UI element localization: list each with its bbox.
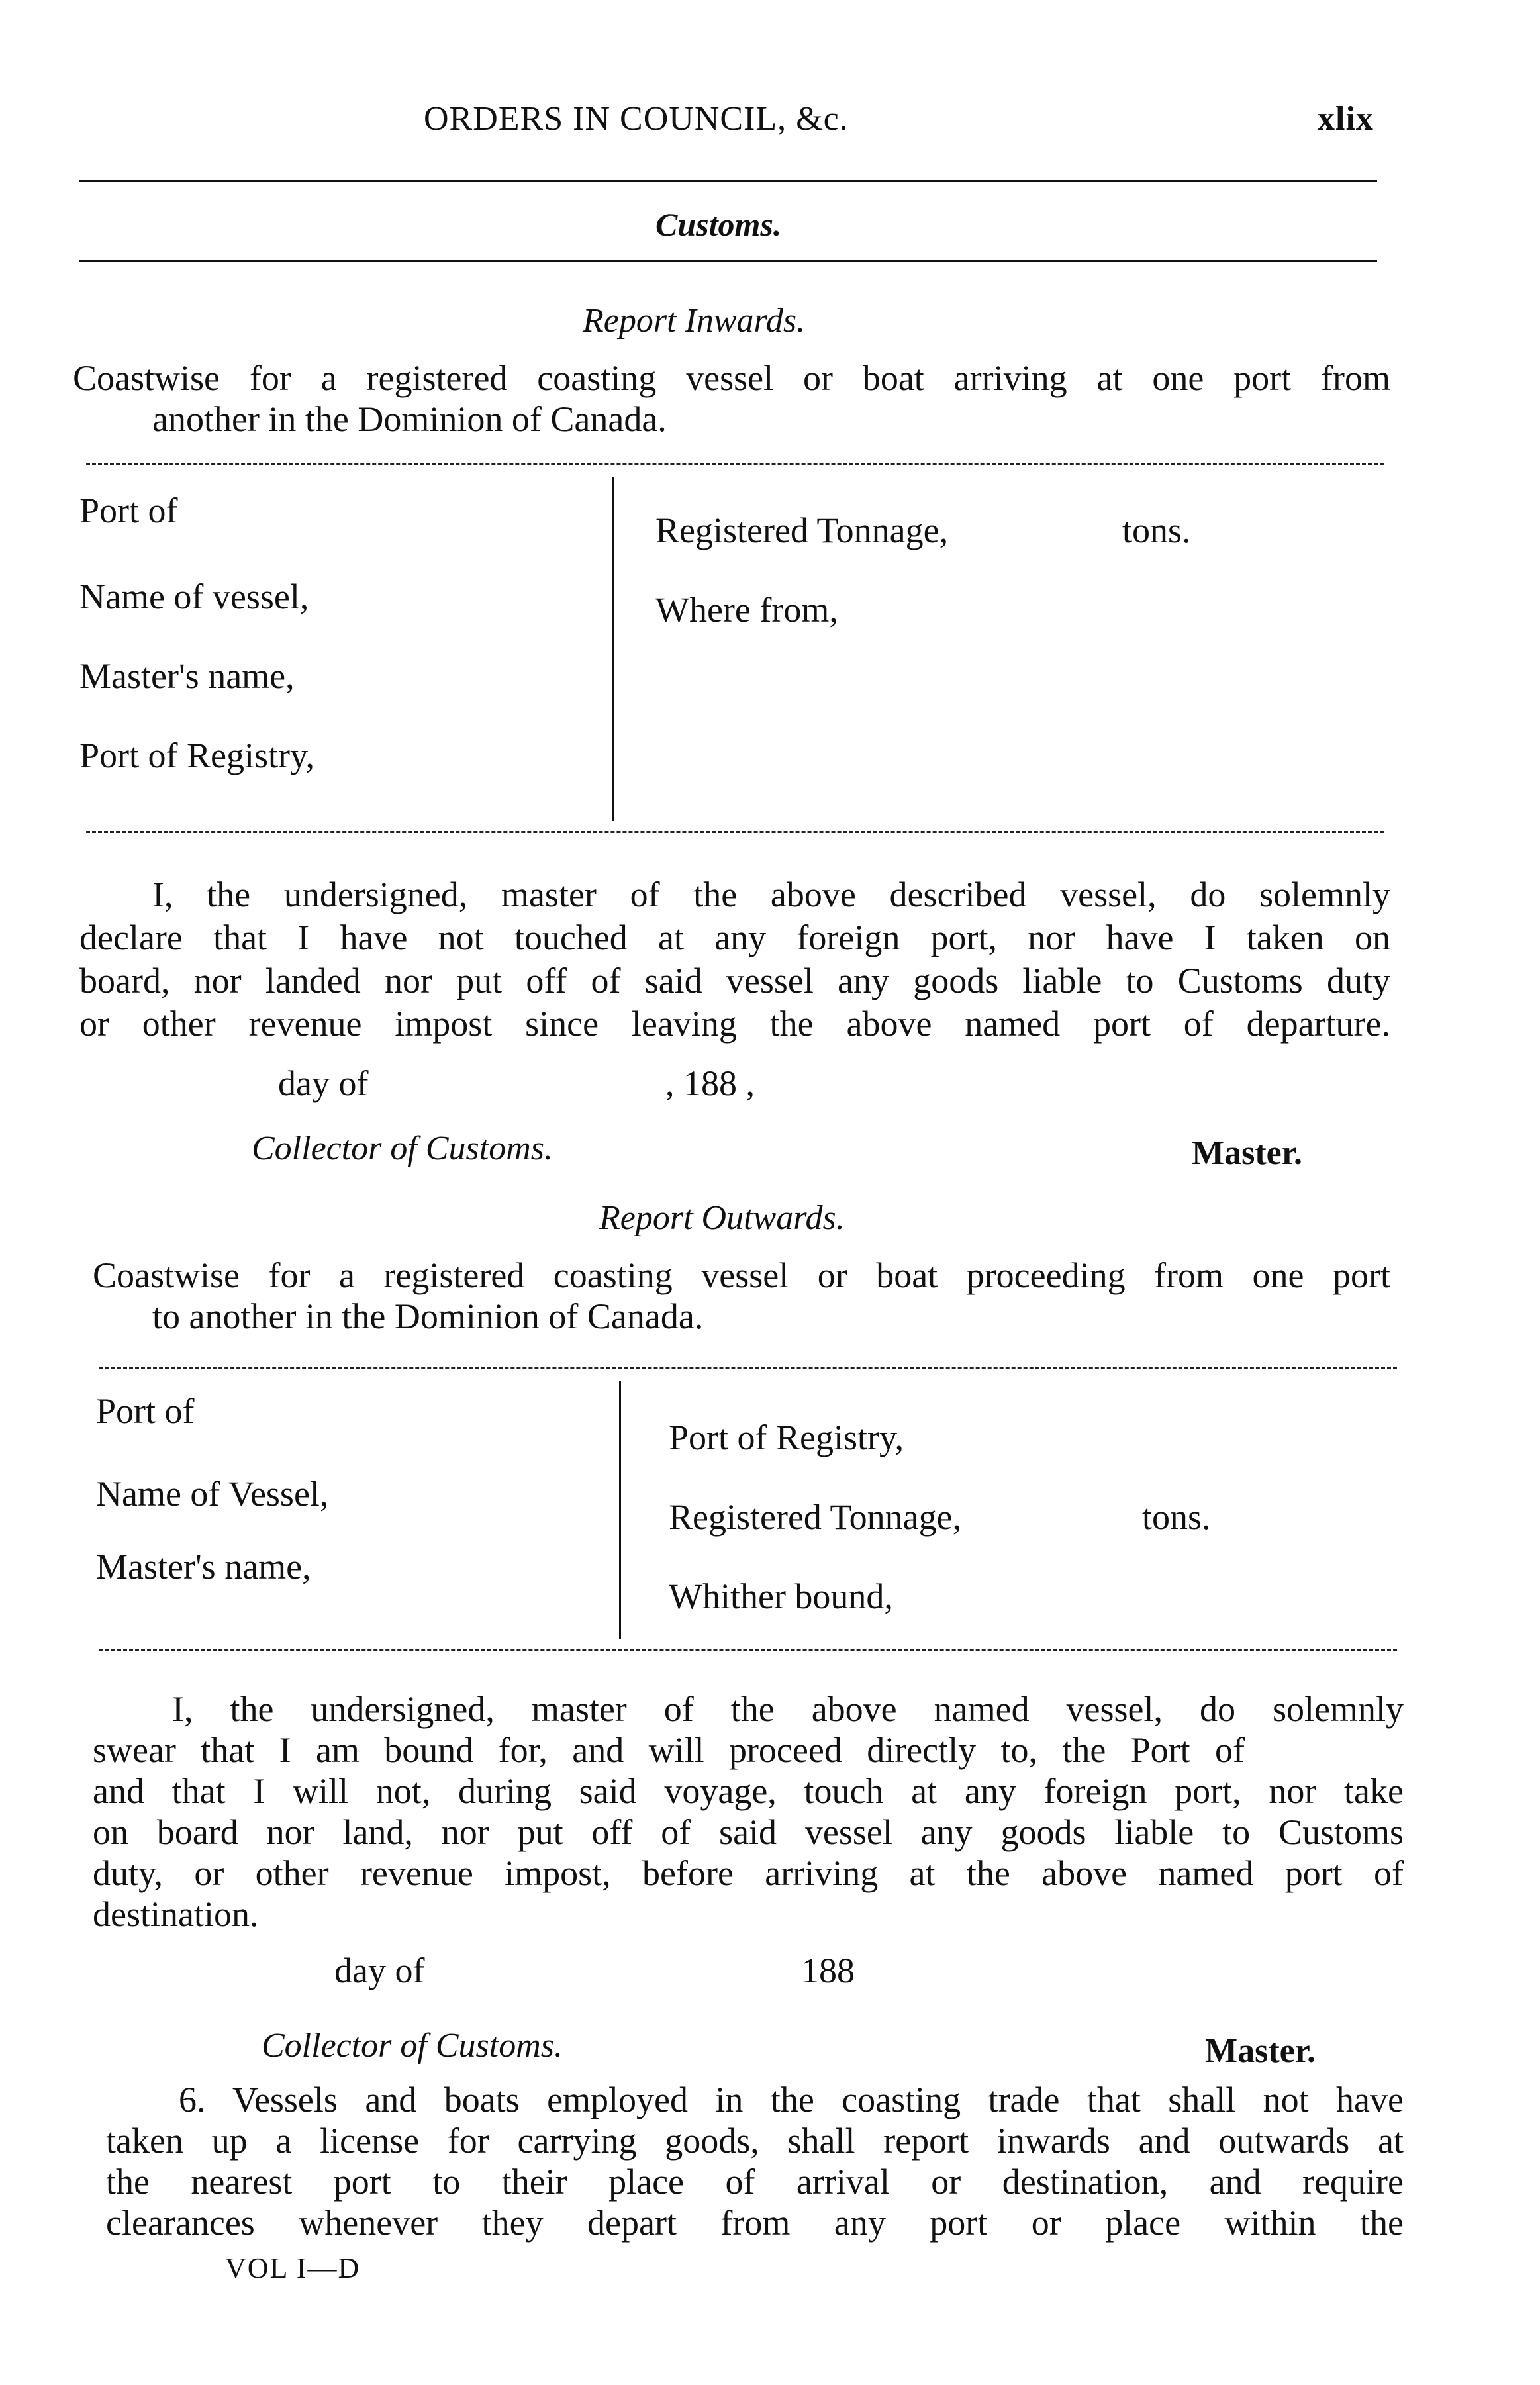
section-title: Customs. (655, 206, 782, 243)
outwards-field-registered-tonnage: Registered Tonnage, (669, 1497, 962, 1537)
outwards-master-signature: Master. (1205, 2032, 1316, 2070)
inwards-declaration-line4: or other revenue impost since leaving the above named port of departure. (79, 1004, 1390, 1044)
inwards-declaration-line1: I, the undersigned, master of the above described vessel, do solemnly (152, 875, 1390, 914)
paragraph-6-line4: clearances whenever they depart from any port or place within the (106, 2203, 1404, 2243)
report-inwards-intro-line1: Coastwise for a registered coasting vessel or boat arriving at one port from (73, 358, 1390, 398)
report-outwards-intro-line1: Coastwise for a registered coasting vessel or boat proceeding from one port (93, 1255, 1390, 1295)
outwards-declaration-line5: duty, or other revenue impost, before arriving at the above named port of (93, 1853, 1404, 1893)
outwards-date-day-of: day of (334, 1951, 425, 1990)
outwards-declaration-line3: and that I will not, during said voyage, touch at any foreign port, nor take (93, 1771, 1404, 1811)
outwards-field-port-of-registry: Port of Registry, (669, 1418, 904, 1457)
report-outwards-title: Report Outwards. (599, 1199, 845, 1237)
inwards-field-where-from: Where from, (655, 590, 838, 630)
paragraph-6-line3: the nearest port to their place of arrival or destination, and require (106, 2162, 1404, 2202)
report-inwards-form-divider (612, 477, 614, 821)
outwards-declaration-line2: swear that I am bound for, and will proceed directly to, the Port of (93, 1730, 1245, 1770)
running-title: ORDERS IN COUNCIL, &c. (424, 100, 849, 138)
paragraph-6-line2: taken up a license for carrying goods, shall report inwards and outwards at (106, 2121, 1404, 2161)
report-outwards-form-top-rule (99, 1367, 1397, 1369)
inwards-field-port-of: Port of (79, 491, 178, 530)
header-rule-bottom (79, 260, 1377, 262)
outwards-field-masters-name: Master's name, (96, 1547, 311, 1586)
outwards-declaration-line6: destination. (93, 1894, 259, 1934)
outwards-date-year: 188 (801, 1951, 855, 1990)
report-outwards-form-bottom-rule (99, 1649, 1397, 1651)
page-number: xlix (1318, 100, 1374, 138)
inwards-field-port-of-registry: Port of Registry, (79, 736, 314, 775)
outwards-field-name-of-vessel: Name of Vessel, (96, 1474, 329, 1514)
report-outwards-intro-line2: to another in the Dominion of Canada. (152, 1296, 704, 1336)
outwards-field-whither-bound: Whither bound, (669, 1577, 893, 1616)
inwards-declaration-line3: board, nor landed nor put off of said vessel any goods liable to Customs duty (79, 961, 1390, 1000)
outwards-declaration-line1: I, the undersigned, master of the above named vessel, do solemnly (172, 1689, 1404, 1729)
report-inwards-title: Report Inwards. (583, 302, 806, 340)
report-inwards-form-top-rule (86, 463, 1384, 465)
signature-mark: VOL I—D (225, 2252, 361, 2284)
report-inwards-form-bottom-rule (86, 831, 1384, 833)
report-outwards-form-divider (619, 1381, 621, 1639)
header-rule-top (79, 180, 1377, 182)
inwards-field-masters-name: Master's name, (79, 656, 295, 696)
inwards-tons-label: tons. (1122, 511, 1191, 550)
report-inwards-intro-line2: another in the Dominion of Canada. (152, 399, 667, 439)
inwards-date-year: , 188 , (665, 1063, 755, 1103)
inwards-date-day-of: day of (278, 1063, 369, 1103)
inwards-master-signature: Master. (1192, 1134, 1303, 1172)
outwards-collector-signature: Collector of Customs. (262, 2027, 563, 2065)
inwards-declaration-line2: declare that I have not touched at any foreign port, nor have I taken on (79, 918, 1390, 957)
inwards-field-name-of-vessel: Name of vessel, (79, 577, 309, 616)
outwards-tons-label: tons. (1142, 1497, 1211, 1537)
inwards-field-registered-tonnage: Registered Tonnage, (655, 511, 949, 550)
paragraph-6-line1: 6. Vessels and boats employed in the coasting trade that shall not have (179, 2080, 1404, 2119)
outwards-field-port-of: Port of (96, 1391, 195, 1431)
inwards-collector-signature: Collector of Customs. (252, 1130, 553, 1167)
outwards-declaration-line4: on board nor land, nor put off of said vessel any goods liable to Customs (93, 1812, 1404, 1852)
